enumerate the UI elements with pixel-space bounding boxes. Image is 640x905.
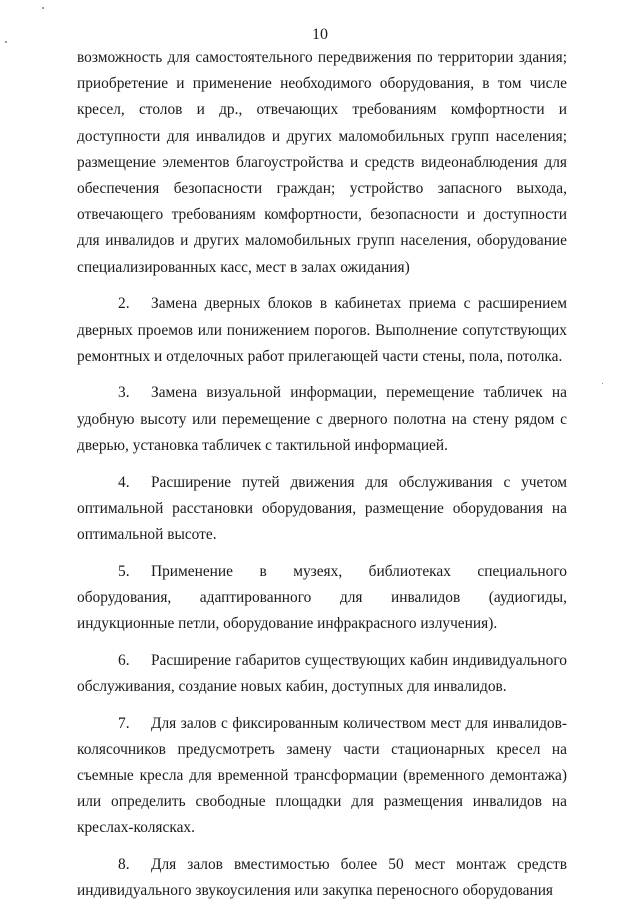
item-text: Замена визуальной информации, перемещение табличек на удобную высоту или перемещение с дверного полотна на стену рядом с дверью, установка табличек с тактильной информацией. [77, 384, 567, 454]
list-item-2 [77, 291, 567, 370]
document-body [77, 45, 567, 905]
item-number: 3. [118, 384, 130, 402]
item-number: 6. [118, 651, 130, 669]
list-item-8 [77, 852, 567, 904]
item-number: 2. [118, 295, 130, 313]
continuation-paragraph: возможность для самостоятельного передвижения по территории здания; приобретение и применение необходимого оборудования, в том числе кресел, столов и др., отвечающих требованиям комфортности и доступности для инвалидов и других маломобильных групп населения; размещение элементов благоустройства и средств видеонаблюдения для обеспечения безопасности граждан; устройство запасного выхода, отвечающего требованиям комфортности, безопасности и доступности для инвалидов и других маломобильных групп населения, оборудование специализированных касс, мест в залах ожидания) [77, 49, 567, 276]
scan-speck [42, 7, 44, 9]
item-number: 8. [118, 856, 130, 874]
item-text: Расширение габаритов существующих кабин индивидуального обслуживания, создание новых кабин, доступных для инвалидов. [77, 651, 567, 695]
list-item-4 [77, 470, 567, 549]
item-number: 7. [118, 714, 130, 732]
item-number: 5. [118, 562, 130, 580]
item-text: Для залов вместимостью более 50 мест монтаж средств индивидуального звукоусиления или закупка переносного оборудования [77, 856, 567, 900]
item-number: 4. [118, 473, 130, 491]
item-text: Расширение путей движения для обслуживания с учетом оптимальной расстановки оборудования, размещение оборудования на оптимальной высоте. [77, 473, 567, 543]
item-text: Применение в музеях, библиотеках специального оборудования, адаптированного для инвалидов (аудиогиды, индукционные петли, оборудование инфракрасного излучения). [77, 562, 567, 633]
list-item-3 [77, 380, 567, 459]
list-item-5 [77, 559, 567, 638]
list-item-6 [77, 648, 567, 700]
scan-speck [602, 383, 603, 384]
item-text: Для залов с фиксированным количеством мест для инвалидов-колясочников предусмотреть замену части стационарных кресел на съемные кресла для временной трансформации (временного демонтажа) или определить свободные площадки для размещения инвалидов на креслах-колясках. [77, 714, 567, 837]
page-number: 10 [312, 26, 328, 43]
list-item-7 [77, 711, 567, 842]
item-text: Замена дверных блоков в кабинетах приема с расширением дверных проемов или понижением порогов. Выполнение сопутствующих ремонтных и отделочных работ прилегающей части стены, пола, потолка. [77, 295, 567, 365]
